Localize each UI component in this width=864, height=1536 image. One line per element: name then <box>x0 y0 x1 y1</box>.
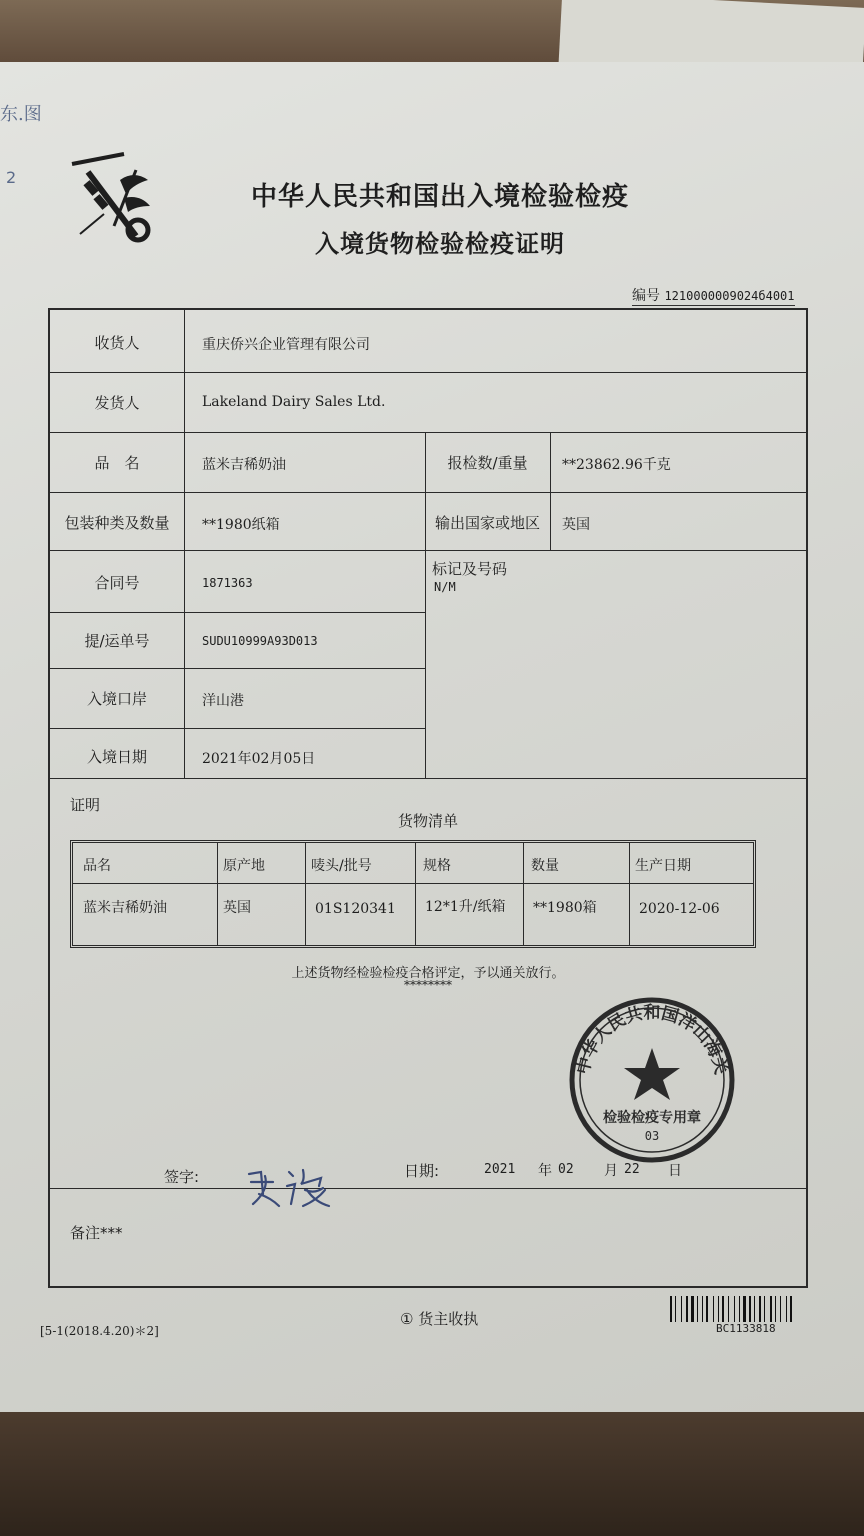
port-value: 洋山港 <box>202 693 244 709</box>
goods-cell-qty: **1980箱 <box>533 900 597 916</box>
package-label: 包装种类及数量 <box>64 514 170 532</box>
sign-year: 2021 <box>484 1162 516 1177</box>
marks-label: 标记及号码 <box>432 560 508 578</box>
goods-list-title: 货物清单 <box>397 812 458 830</box>
goods-header-origin: 原产地 <box>223 858 265 874</box>
barcode-icon <box>668 1296 828 1322</box>
consignor-label: 发货人 <box>94 394 140 412</box>
goods-list-table <box>70 840 756 948</box>
stray-handwriting: 东.图 <box>0 104 42 125</box>
remarks: 备注*** <box>70 1224 123 1242</box>
package-value: **1980纸箱 <box>202 517 280 533</box>
sign-month-suffix: 月 <box>604 1163 618 1179</box>
goods-header-name: 品名 <box>83 858 111 874</box>
origin-country-value: 英国 <box>562 517 590 533</box>
sign-year-suffix: 年 <box>538 1163 552 1179</box>
goods-cell-spec: 12*1升/纸箱 <box>425 899 506 915</box>
star-icon <box>624 1048 680 1100</box>
consignor-value: Lakeland Dairy Sales Ltd. <box>202 394 386 410</box>
official-stamp <box>562 990 742 1170</box>
consignee-label: 收货人 <box>94 334 140 352</box>
document-title: 中华人民共和国出入境检验检疫 <box>250 182 629 212</box>
date-label: 日期: <box>404 1162 440 1180</box>
barcode-number: BC1133818 <box>716 1322 776 1335</box>
document-subtitle: 入境货物检验检疫证明 <box>315 230 565 258</box>
consignee-value: 重庆侨兴企业管理有限公司 <box>202 337 370 353</box>
entry-date-label: 入境日期 <box>86 748 147 766</box>
contract-label: 合同号 <box>94 574 140 592</box>
product-label: 品 名 <box>94 454 140 472</box>
ciq-emblem-icon <box>64 150 160 250</box>
serial-label: 编号 <box>632 288 660 304</box>
bol-label: 提/运单号 <box>84 632 150 650</box>
serial-number <box>632 285 795 306</box>
bol-value: SUDU10999A93D013 <box>202 634 318 648</box>
inspection-conclusion: 上述货物经检验检疫合格评定，予以通关放行。 <box>291 966 565 981</box>
contract-value: 1871363 <box>202 576 253 590</box>
certificate-label: 证明 <box>70 796 101 814</box>
handwritten-signature <box>245 1160 345 1210</box>
background-table-bottom <box>0 1400 864 1536</box>
form-code: [5-1(2018.4.20)＊2] <box>40 1324 159 1338</box>
goods-header-production-date: 生产日期 <box>635 858 691 874</box>
serial-value: 1210000009024б4001 <box>664 289 795 303</box>
goods-cell-batch: 01S120341 <box>315 901 396 917</box>
stamp-number: 03 <box>644 1129 660 1143</box>
goods-header-qty: 数量 <box>531 858 559 874</box>
marks-value: N/M <box>434 580 456 594</box>
stamp-ring-text: 中华人民共和国洋山海关 <box>573 1003 731 1077</box>
port-label: 入境口岸 <box>86 690 147 708</box>
sign-day-suffix: 日 <box>668 1163 682 1179</box>
signature-label: 签字: <box>164 1168 200 1186</box>
goods-header-batch: 唛头/批号 <box>311 858 372 874</box>
copy-label: ① 货主收执 <box>400 1310 479 1328</box>
goods-header-spec: 规格 <box>423 858 451 874</box>
origin-country-label: 输出国家或地区 <box>434 514 540 532</box>
goods-cell-origin: 英国 <box>223 900 251 916</box>
stamp-bottom-text: 检验检疫专用章 <box>603 1110 701 1126</box>
weight-label: 报检数/重量 <box>447 454 528 472</box>
goods-cell-name: 蓝米吉稀奶油 <box>83 900 167 916</box>
conclusion-stars: ******** <box>404 978 452 992</box>
entry-date-value: 2021年02月05日 <box>202 751 316 767</box>
stray-handwriting-number: 2 <box>6 168 17 187</box>
sign-month: 02 <box>558 1162 574 1177</box>
product-value: 蓝米吉稀奶油 <box>202 457 286 473</box>
weight-value: **23862.96千克 <box>562 457 671 473</box>
goods-cell-production-date: 2020-12-06 <box>639 901 720 917</box>
sign-day: 22 <box>624 1162 640 1177</box>
